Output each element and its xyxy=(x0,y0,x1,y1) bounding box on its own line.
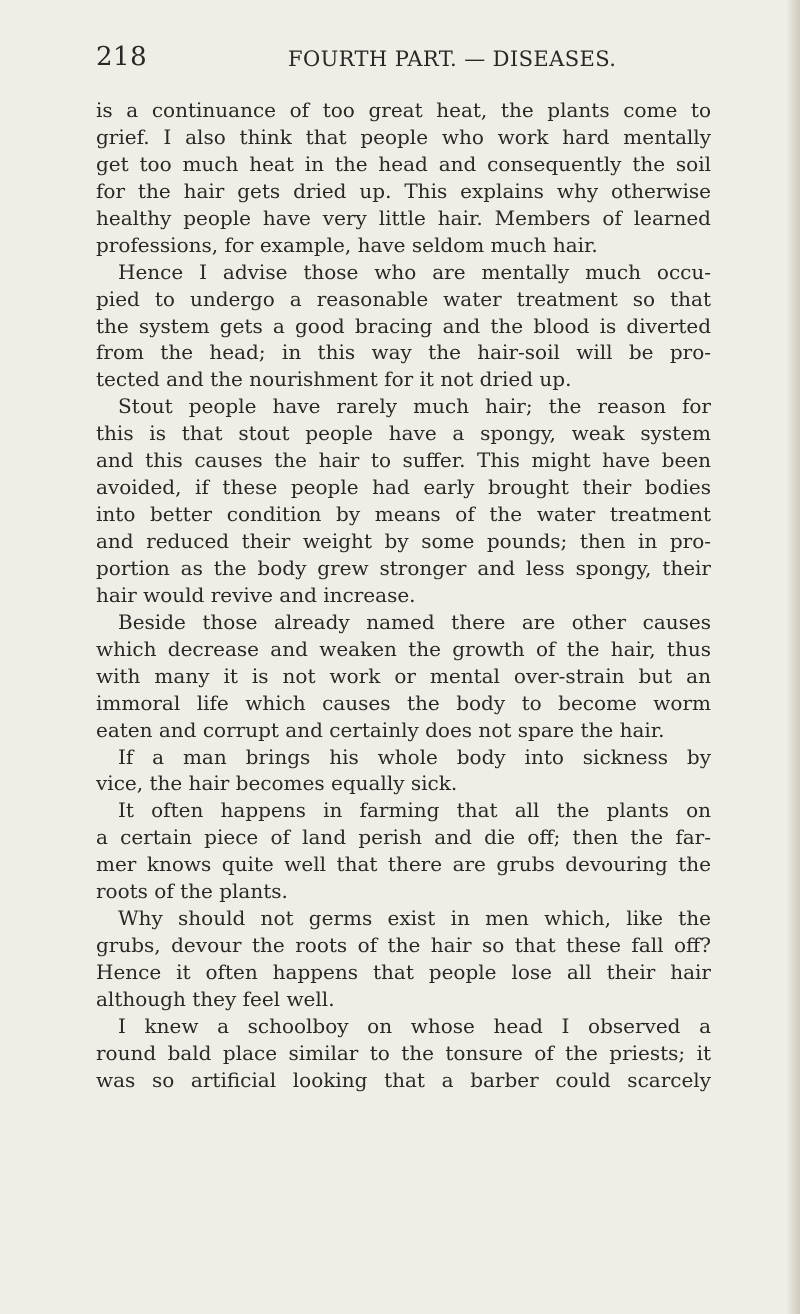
text-line: vice, the hair becomes equally sick. xyxy=(96,771,458,796)
paragraph xyxy=(96,259,711,394)
text-line: pied to undergo a reasonable water treatment so that xyxy=(96,286,711,311)
text-line: immoral life which causes the body to become worm xyxy=(96,690,711,715)
text-line: eaten and corrupt and certainly does not spare the hair. xyxy=(96,717,665,742)
text-line: the system gets a good bracing and the blood is diverted xyxy=(96,313,711,338)
text-line: It often happens in farming that all the plants on xyxy=(118,798,711,823)
text-line: If a man brings his whole body into sickness by xyxy=(118,744,711,769)
text-line: from the head; in this way the hair-soil will be pro- xyxy=(96,340,711,365)
paragraph xyxy=(96,609,711,744)
text-line: was so artificial looking that a barber could scarcely xyxy=(96,1067,711,1092)
page-number: 218 xyxy=(96,42,148,72)
text-line: hair would revive and increase. xyxy=(96,582,416,607)
text-line: into better condition by means of the water treatment xyxy=(96,502,711,527)
paragraph xyxy=(96,905,711,1013)
body-text xyxy=(96,97,711,1094)
text-line: with many it is not work or mental over-strain but an xyxy=(96,663,711,688)
page-edge-shadow xyxy=(786,0,800,1314)
text-line: round bald place similar to the tonsure of the priests; it xyxy=(96,1040,711,1065)
text-line: for the hair gets dried up. This explains why otherwise xyxy=(96,178,711,203)
text-line: Hence it often happens that people lose all their hair xyxy=(96,960,711,984)
text-line: although they feel well. xyxy=(96,986,335,1011)
text-line: this is that stout people have a spongy, weak system xyxy=(96,421,711,446)
text-line: and this causes the hair to suffer. This might have been xyxy=(96,448,711,473)
text-line: Hence I advise those who are mentally much occu- xyxy=(118,259,711,284)
paragraph xyxy=(96,393,711,609)
text-line: mer knows quite well that there are grubs devouring the xyxy=(96,852,711,877)
text-line: grief. I also think that people who work hard mentally xyxy=(96,124,711,149)
page-header xyxy=(96,38,696,78)
paragraph xyxy=(96,1013,711,1094)
text-line: is a continuance of too great heat, the plants come to xyxy=(96,98,711,122)
text-line: grubs, devour the roots of the hair so that these fall off? xyxy=(96,933,711,958)
text-line: avoided, if these people had early brought their bodies xyxy=(96,475,711,500)
text-line: Why should not germs exist in men which, like the xyxy=(118,906,711,931)
text-line: which decrease and weaken the growth of the hair, thus xyxy=(96,636,711,661)
text-line: Stout people have rarely much hair; the reason for xyxy=(118,394,711,419)
text-line: tected and the nourishment for it not dried up. xyxy=(96,367,572,392)
text-line: get too much heat in the head and consequently the soil xyxy=(96,151,711,176)
text-line: and reduced their weight by some pounds; then in pro- xyxy=(96,529,711,553)
text-line: healthy people have very little hair. Members of learned xyxy=(96,205,711,230)
text-line: roots of the plants. xyxy=(96,879,288,904)
text-line: professions, for example, have seldom much hair. xyxy=(96,232,598,257)
text-line: I knew a schoolboy on whose head I observed a xyxy=(118,1013,711,1038)
paragraph xyxy=(96,797,711,905)
text-line: portion as the body grew stronger and less spongy, their xyxy=(96,555,711,580)
running-head: FOURTH PART. — DISEASES. xyxy=(288,47,617,71)
paragraph xyxy=(96,744,711,798)
text-line: a certain piece of land perish and die off; then the far- xyxy=(96,825,711,850)
paragraph xyxy=(96,97,711,259)
text-line: Beside those already named there are other causes xyxy=(118,609,711,634)
